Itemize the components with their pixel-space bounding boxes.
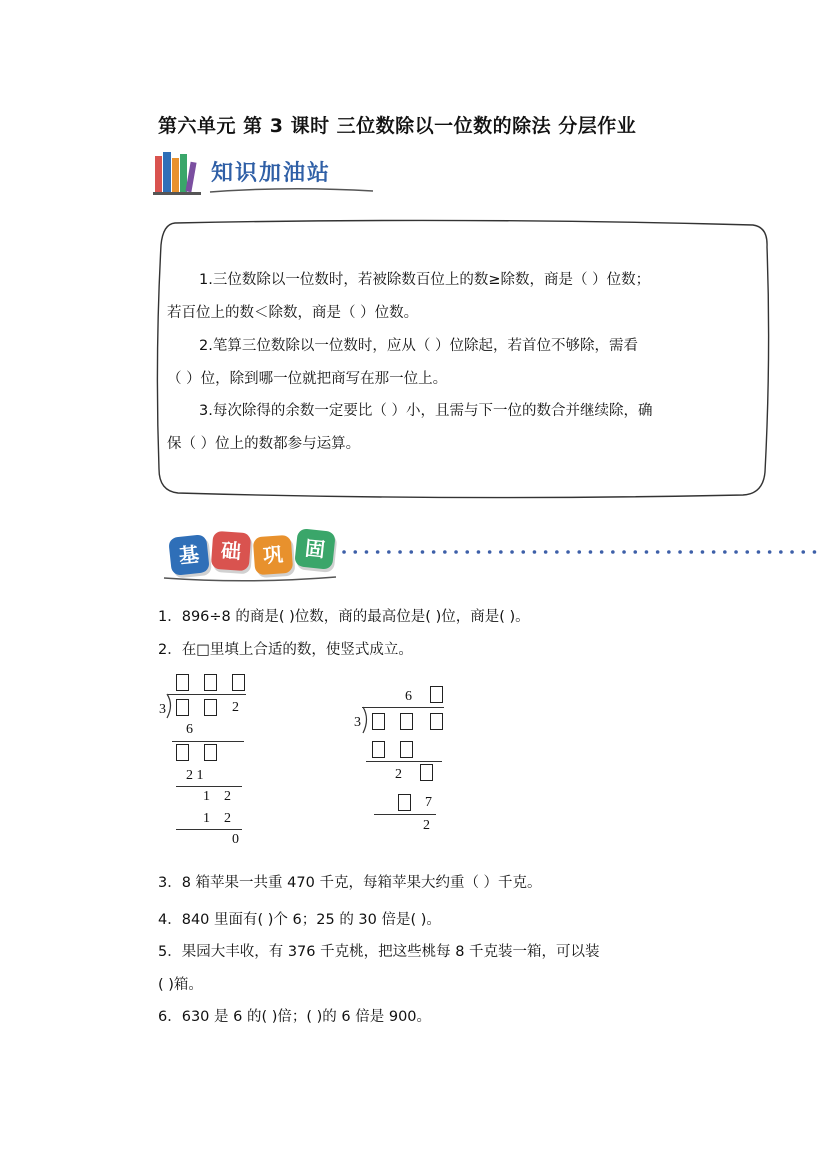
knowledge-line-5: 3.每次除得的余数一定要比（ ）小，且需与下一位的数合并继续除，确: [199, 403, 653, 419]
step-line: [374, 814, 436, 815]
remainder-digit: 0: [232, 832, 239, 847]
blank-box: [176, 744, 189, 761]
quotient-digit: 6: [405, 689, 412, 704]
question-4: 4．840 里面有( )个 6；25 的 30 倍是( )。: [158, 912, 441, 928]
step-digit: 7: [425, 795, 432, 810]
step-digit: 2: [395, 767, 402, 782]
step-digit: 2 1: [186, 768, 204, 783]
banner-tile-1: 基: [168, 534, 210, 576]
division-bracket: [360, 706, 372, 734]
blank-box: [430, 713, 443, 730]
books-icon: [153, 150, 203, 196]
step-digit: 1 2: [203, 811, 231, 826]
blank-box: [204, 744, 217, 761]
blank-box: [176, 674, 189, 691]
step-digit: 1 2: [203, 789, 231, 804]
blank-box: [420, 764, 433, 781]
blank-box: [204, 674, 217, 691]
blank-box: [204, 699, 217, 716]
knowledge-banner-title: 知识加油站: [211, 161, 332, 186]
knowledge-line-6: 保（ ）位上的数都参与运算。: [167, 436, 361, 452]
blank-box: [372, 741, 385, 758]
step-digit: 6: [186, 722, 193, 737]
knowledge-banner: [153, 148, 383, 198]
dividend-digit: 2: [232, 700, 239, 715]
question-1: 1．896÷8 的商是( )位数，商的最高位是( )位，商是( )。: [158, 609, 530, 625]
knowledge-box-border: [153, 217, 773, 502]
banner-tile-3: 巩: [253, 535, 294, 576]
division-bar: [168, 694, 246, 695]
banner-tile-2: 础: [211, 531, 252, 572]
division-bar: [362, 707, 444, 708]
question-3: 3．8 箱苹果一共重 470 千克，每箱苹果大约重（ ）千克。: [158, 875, 542, 891]
basic-banner: [160, 528, 820, 588]
page-title: 第六单元 第 3 课时 三位数除以一位数的除法 分层作业: [158, 115, 637, 137]
knowledge-line-1: 1.三位数除以一位数时，若被除数百位上的数≥除数，商是（ ）位数；: [199, 272, 651, 288]
question-2: 2．在□里填上合适的数，使竖式成立。: [158, 642, 413, 658]
question-6: 6．630 是 6 的( )倍；( )的 6 倍是 900。: [158, 1009, 432, 1025]
divisor: 3: [354, 715, 361, 730]
knowledge-line-3: 2.笔算三位数除以一位数时，应从（ ）位除起，若首位不够除，需看: [199, 338, 638, 354]
question-5-line-2: ( )箱。: [158, 977, 203, 993]
knowledge-line-4: （ ）位，除到哪一位就把商写在那一位上。: [167, 371, 448, 387]
step-line: [172, 741, 244, 742]
dotted-divider: [342, 548, 822, 556]
blank-box: [430, 686, 443, 703]
blank-box: [400, 713, 413, 730]
knowledge-line-2: 若百位上的数＜除数，商是（ ）位数。: [167, 305, 419, 321]
banner-tile-4: 固: [294, 528, 336, 570]
step-line: [366, 761, 442, 762]
banner-underline: [208, 184, 378, 198]
banner-underline: [160, 572, 340, 586]
remainder-digit: 2: [423, 818, 430, 833]
blank-box: [400, 741, 413, 758]
step-line: [176, 786, 242, 787]
question-5-line-1: 5．果园大丰收，有 376 千克桃，把这些桃每 8 千克装一箱，可以装: [158, 944, 600, 960]
step-line: [176, 829, 242, 830]
blank-box: [398, 794, 411, 811]
divisor: 3: [159, 702, 166, 717]
blank-box: [232, 674, 245, 691]
blank-box: [176, 699, 189, 716]
blank-box: [372, 713, 385, 730]
